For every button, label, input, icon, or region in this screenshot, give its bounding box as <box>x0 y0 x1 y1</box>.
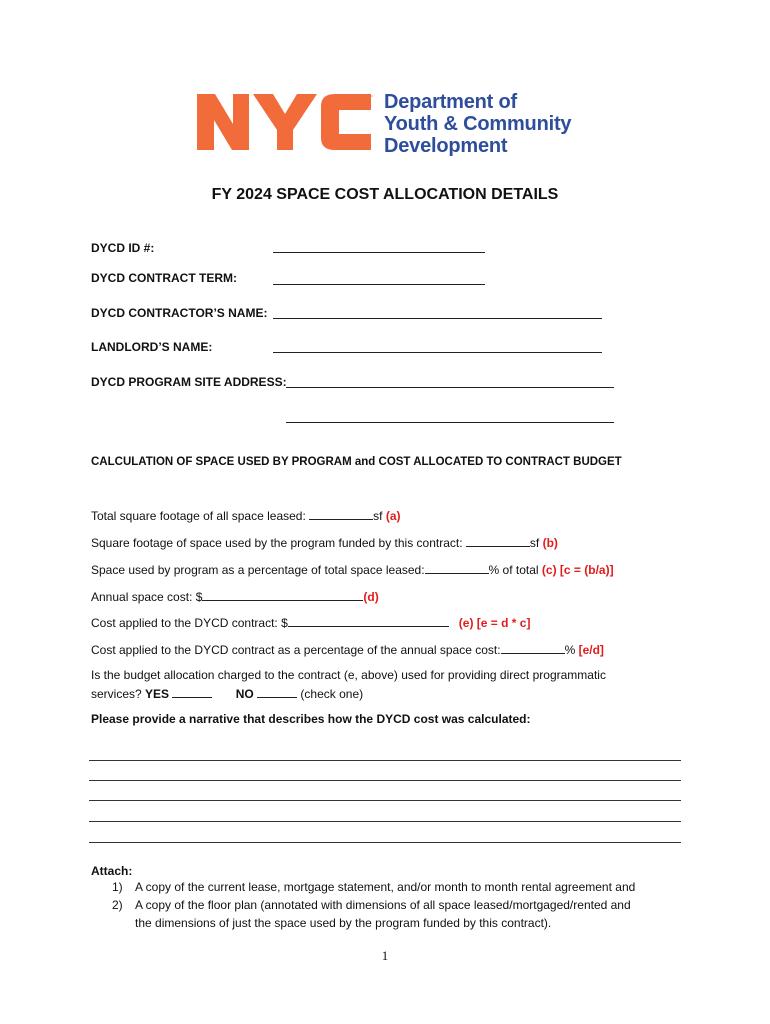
nyc-logo-icon <box>197 92 375 152</box>
calc-b-tag: (b) <box>542 536 558 550</box>
attach-item2-number: 2) <box>112 898 123 912</box>
narrative-prompt: Please provide a narrative that describes how the DYCD cost was calculated: <box>91 712 531 726</box>
calc-row-d <box>91 588 379 604</box>
attach-heading: Attach: <box>91 864 133 878</box>
calc-c-tag: (c) [c = (b/a)] <box>541 563 614 577</box>
calc-ed-text: Cost applied to the DYCD contract as a percentage of the annual space cost: <box>91 643 501 657</box>
calc-d-text: Annual space cost: $ <box>91 590 203 604</box>
narrative-line[interactable] <box>89 780 681 781</box>
page-title: FY 2024 SPACE COST ALLOCATION DETAILS <box>211 186 559 203</box>
no-checkbox-blank[interactable] <box>257 685 297 698</box>
question-services: services? <box>91 687 142 701</box>
calc-c-unit: % of total <box>488 563 539 577</box>
site-address-field-line2[interactable] <box>286 422 614 423</box>
narrative-line[interactable] <box>89 760 681 761</box>
calc-b-field[interactable] <box>466 534 530 547</box>
calc-b-text: Square footage of space used by the program funded by this contract: <box>91 536 463 550</box>
calc-b-unit: sf <box>529 536 540 550</box>
calc-ed-tag: [e/d] <box>578 643 604 657</box>
calc-a-field[interactable] <box>309 507 373 520</box>
contractor-name-field[interactable] <box>273 318 602 319</box>
landlord-name-field[interactable] <box>273 352 602 353</box>
svg-text:™: ™ <box>369 95 374 101</box>
question-line1: Is the budget allocation charged to the contract (e, above) used for providing direct programmatic <box>91 668 606 682</box>
page-number: 1 <box>381 948 389 963</box>
calc-d-field[interactable] <box>202 588 363 601</box>
dycd-id-label: DYCD ID #: <box>91 241 155 255</box>
site-address-field-line1[interactable] <box>286 387 614 388</box>
calc-e-tag: (e) [e = d * c] <box>458 616 531 630</box>
attach-item1-number: 1) <box>112 880 123 894</box>
landlord-name-label: LANDLORD’S NAME: <box>91 340 213 354</box>
calc-a-tag: (a) <box>385 509 401 523</box>
contract-term-label: DYCD CONTRACT TERM: <box>91 271 237 285</box>
calc-row-e <box>91 614 530 630</box>
no-label: NO <box>235 687 254 701</box>
nyc-logo <box>197 92 375 157</box>
agency-name-line2: Youth & Community <box>384 113 572 135</box>
contractor-name-label: DYCD CONTRACTOR’S NAME: <box>91 306 268 320</box>
agency-name <box>384 91 571 157</box>
calc-a-unit: sf <box>373 509 383 523</box>
site-address-label: DYCD PROGRAM SITE ADDRESS: <box>91 375 287 389</box>
attach-item2-text-line1: A copy of the floor plan (annotated with dimensions of all space leased/mortgaged/rented and <box>135 898 631 912</box>
calc-c-field[interactable] <box>425 561 489 574</box>
calc-ed-field[interactable] <box>501 641 565 654</box>
yes-label: YES <box>145 687 170 701</box>
dycd-id-field[interactable] <box>273 252 485 253</box>
yes-checkbox-blank[interactable] <box>172 685 212 698</box>
calc-d-tag: (d) <box>363 590 379 604</box>
narrative-line[interactable] <box>89 821 681 822</box>
calc-row-c <box>91 561 614 577</box>
calc-row-a <box>91 507 401 523</box>
calc-c-text: Space used by program as a percentage of total space leased: <box>91 563 425 577</box>
calc-e-text: Cost applied to the DYCD contract: $ <box>91 616 288 630</box>
check-one-note: (check one) <box>300 687 364 701</box>
question-line2 <box>91 685 363 701</box>
agency-name-line3: Development <box>384 135 508 157</box>
narrative-line[interactable] <box>89 842 681 843</box>
narrative-line[interactable] <box>89 800 681 801</box>
agency-name-line1: Department of <box>384 91 517 113</box>
calc-row-ed <box>91 641 604 657</box>
calc-e-field[interactable] <box>288 614 449 627</box>
attach-item1-text: A copy of the current lease, mortgage statement, and/or month to month rental agreement and <box>135 880 636 894</box>
calculation-section-heading: CALCULATION OF SPACE USED BY PROGRAM and COST ALLOCATED TO CONTRACT BUDGET <box>91 456 622 468</box>
calc-row-b <box>91 534 558 550</box>
attach-item2-text-line2: the dimensions of just the space used by the program funded by this contract). <box>135 916 552 930</box>
calc-a-text: Total square footage of all space leased: <box>91 509 306 523</box>
contract-term-field[interactable] <box>273 284 485 285</box>
calc-ed-unit: % <box>564 643 576 657</box>
